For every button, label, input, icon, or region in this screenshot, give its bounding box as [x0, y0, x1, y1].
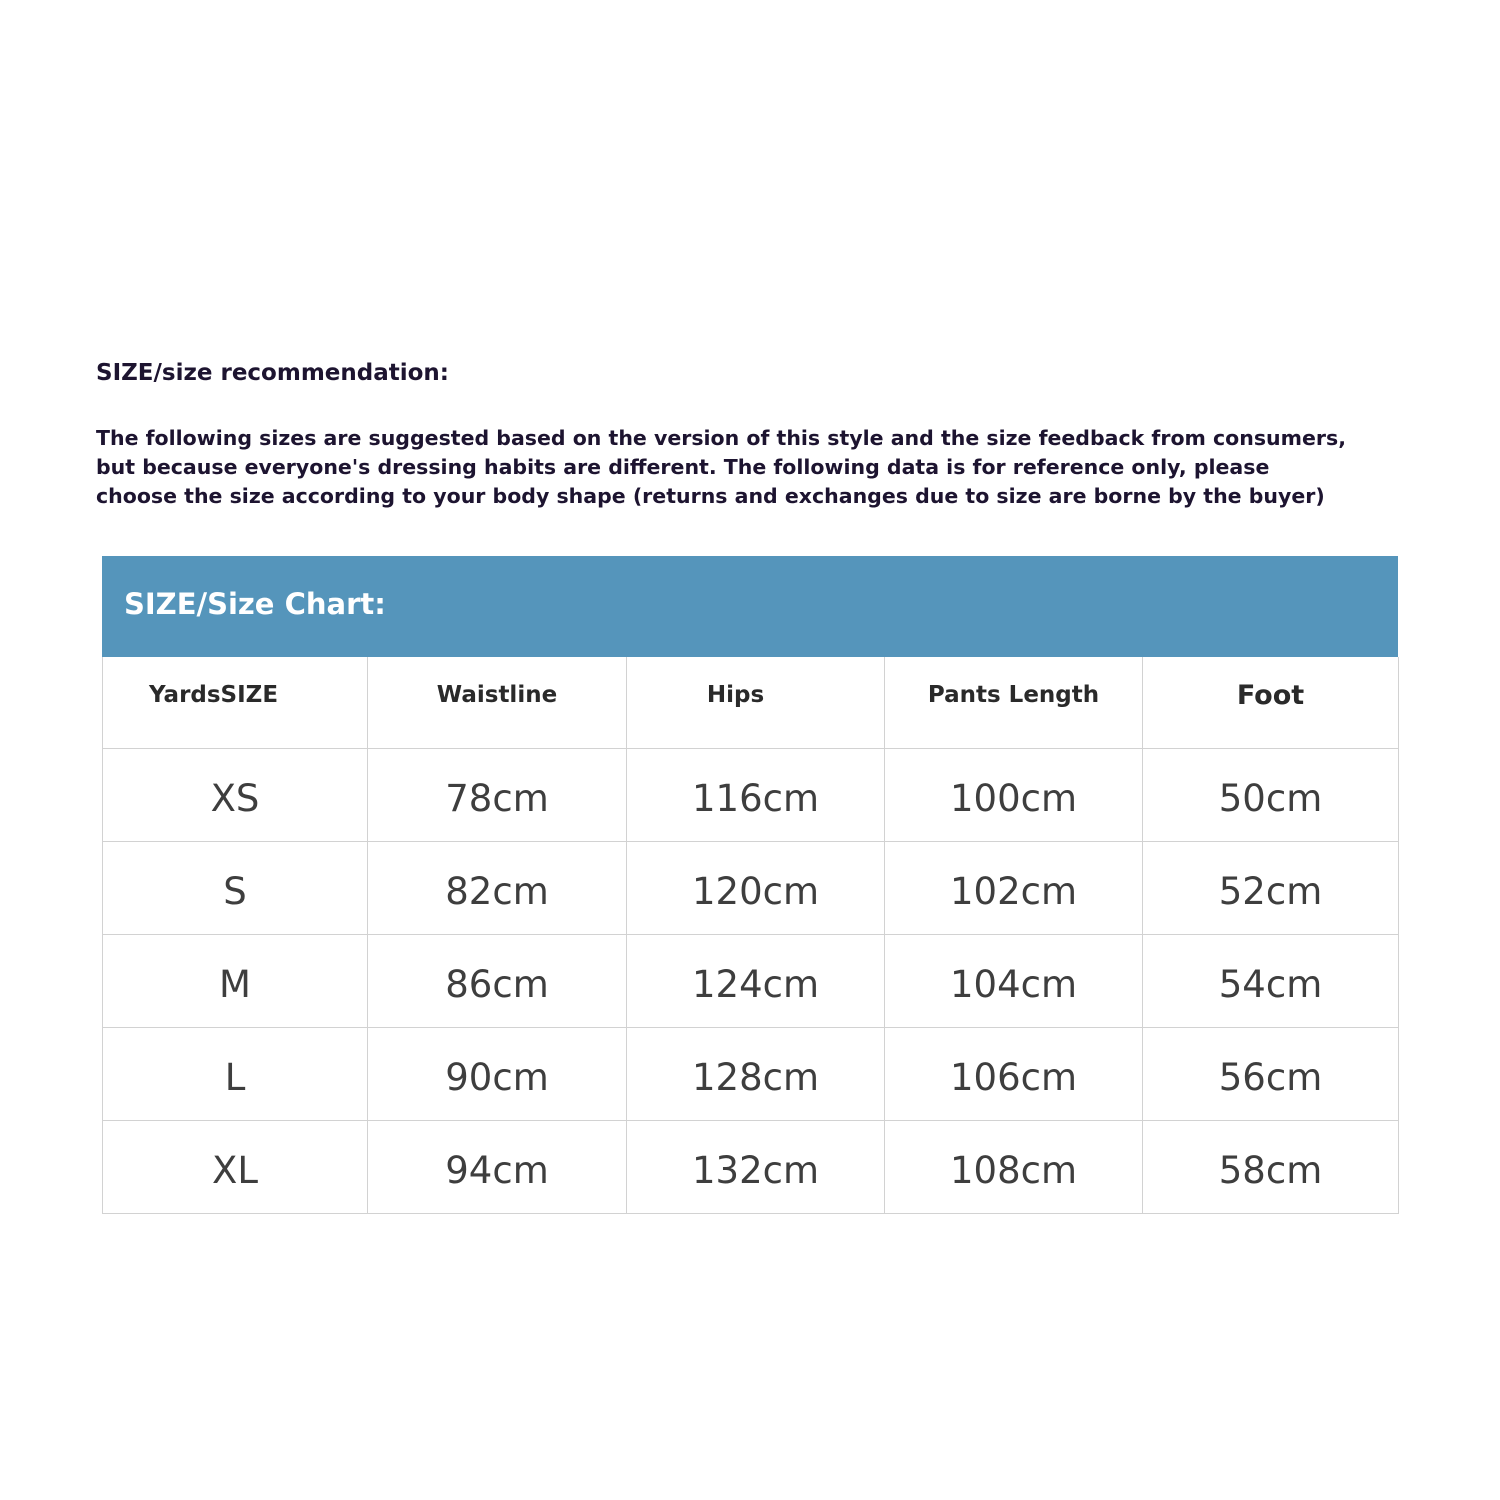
size-chart-title: SIZE/Size Chart:: [124, 587, 386, 621]
cell-foot: 54cm: [1143, 934, 1399, 1027]
cell-size: XL: [103, 1120, 368, 1213]
size-notice-line: but because everyone's dressing habits are different. The following data is for reference only, please: [96, 455, 1270, 479]
cell-hips: 128cm: [627, 1027, 885, 1120]
cell-size: L: [103, 1027, 368, 1120]
column-header-waistline: Waistline: [368, 657, 627, 748]
table-row: [103, 841, 1399, 934]
cell-size: XS: [103, 748, 368, 841]
cell-foot: 50cm: [1143, 748, 1399, 841]
size-notice: [96, 424, 1416, 511]
table-row: [103, 1120, 1399, 1213]
table-row: [103, 1027, 1399, 1120]
cell-pants-length: 100cm: [885, 748, 1143, 841]
column-header-pants-length: Pants Length: [885, 657, 1143, 748]
column-header-foot: Foot: [1143, 657, 1399, 748]
cell-foot: 56cm: [1143, 1027, 1399, 1120]
cell-pants-length: 104cm: [885, 934, 1143, 1027]
size-chart-table: [102, 657, 1399, 1214]
size-notice-line: The following sizes are suggested based on the version of this style and the size feedback from consumers,: [96, 426, 1347, 450]
column-header-size: YardsSIZE: [103, 657, 368, 748]
cell-hips: 132cm: [627, 1120, 885, 1213]
cell-pants-length: 102cm: [885, 841, 1143, 934]
cell-waistline: 78cm: [368, 748, 627, 841]
table-header-row: [103, 657, 1399, 748]
cell-size: S: [103, 841, 368, 934]
cell-waistline: 90cm: [368, 1027, 627, 1120]
cell-waistline: 94cm: [368, 1120, 627, 1213]
cell-hips: 120cm: [627, 841, 885, 934]
cell-foot: 58cm: [1143, 1120, 1399, 1213]
cell-size: M: [103, 934, 368, 1027]
size-notice-line: choose the size according to your body shape (returns and exchanges due to size are borne by the buyer): [96, 484, 1325, 508]
table-row: [103, 748, 1399, 841]
cell-hips: 116cm: [627, 748, 885, 841]
cell-waistline: 82cm: [368, 841, 627, 934]
cell-foot: 52cm: [1143, 841, 1399, 934]
cell-hips: 124cm: [627, 934, 885, 1027]
size-recommendation-heading: SIZE/size recommendation:: [96, 360, 449, 386]
cell-pants-length: 108cm: [885, 1120, 1143, 1213]
column-header-hips: Hips: [627, 657, 885, 748]
cell-waistline: 86cm: [368, 934, 627, 1027]
cell-pants-length: 106cm: [885, 1027, 1143, 1120]
table-row: [103, 934, 1399, 1027]
size-chart-banner: [102, 556, 1398, 657]
